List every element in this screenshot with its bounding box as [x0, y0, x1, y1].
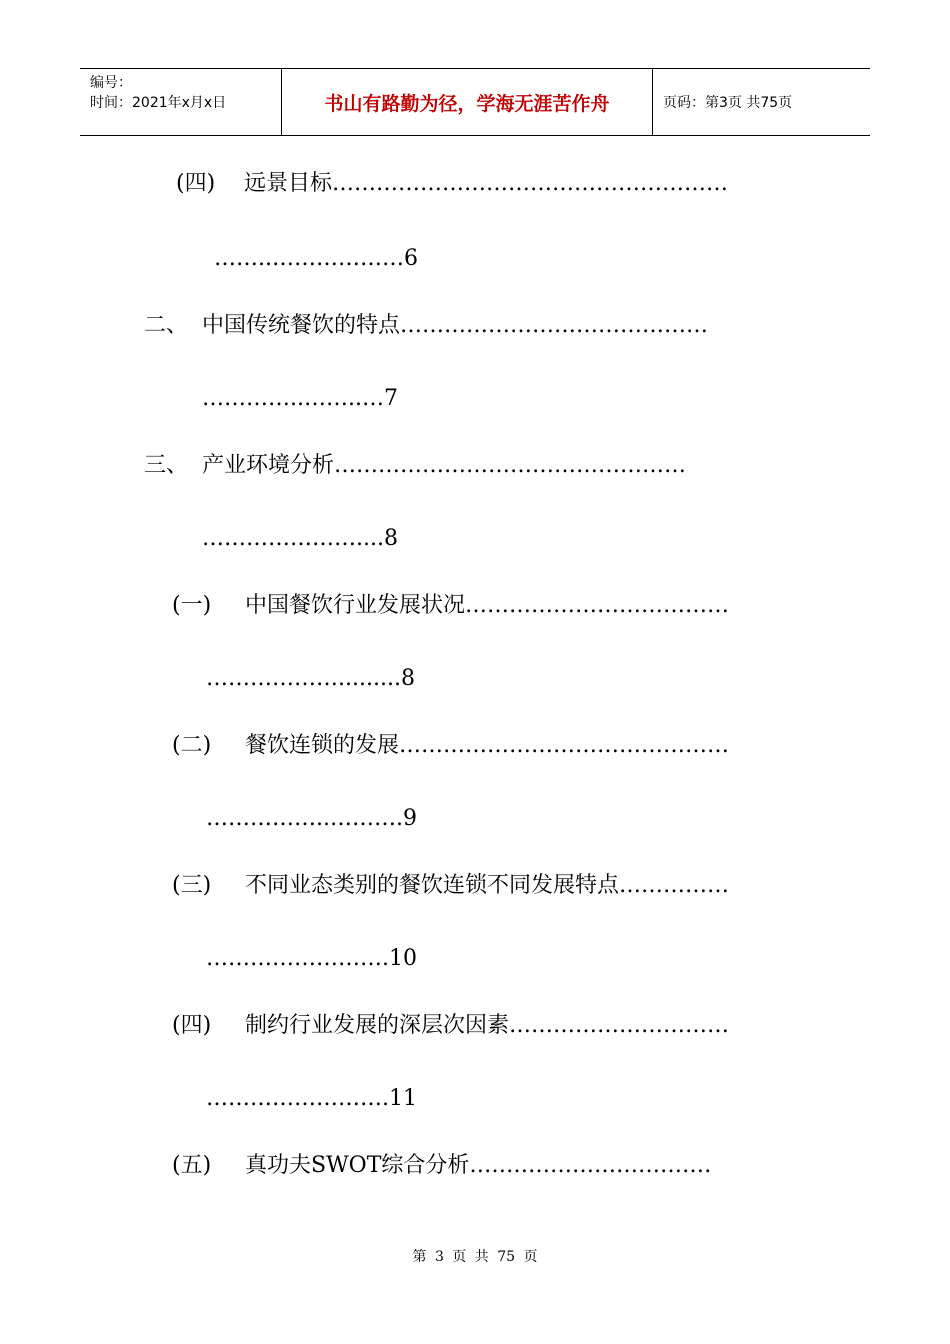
toc-entry-number: (二) [172, 733, 212, 758]
toc-entry-leader: …………… [619, 873, 730, 898]
toc-entry-number: 三、 [144, 453, 189, 478]
toc-entry-continuation: ……..………………6 [214, 246, 418, 271]
toc-entry-title: 真功夫SWOT综合分析 [245, 1153, 470, 1178]
toc-entry-leader: ……………………………………… [399, 733, 730, 758]
toc-entry[interactable] [172, 872, 729, 900]
header-meta [80, 69, 281, 135]
toc-entry-continuation: …………………....8 [202, 526, 398, 551]
toc-entry-title: 不同业态类别的餐饮连锁不同发展特点 [245, 873, 620, 898]
toc-entry-leader: ………………………………………… [334, 453, 687, 478]
toc-entry-continuation: …………………….10 [206, 946, 417, 971]
toc-entry[interactable] [172, 1152, 711, 1180]
toc-entry-number: 二、 [144, 313, 189, 338]
toc-entry[interactable] [144, 452, 686, 480]
toc-entry-title: 产业环境分析 [202, 453, 335, 478]
toc-entry-leader: ………………………… [509, 1013, 730, 1038]
code-label: 编号： [90, 75, 132, 91]
toc-entry[interactable] [172, 732, 729, 760]
toc-entry-title: 中国传统餐饮的特点 [202, 313, 401, 338]
toc-entry-leader: ……………………………………………… [332, 171, 729, 196]
toc-entry[interactable] [144, 312, 708, 340]
toc-entry-number: (三) [172, 873, 212, 898]
toc-entry[interactable] [176, 170, 728, 198]
toc-entry-title: 中国餐饮行业发展状况 [245, 593, 466, 618]
toc-entry-continuation: …………………….11 [206, 1086, 417, 1111]
toc-entry-number: (一) [172, 593, 212, 618]
toc-entry-number: (四) [176, 171, 216, 196]
header-motto: 书山有路勤为径，学海无涯苦作舟 [281, 69, 653, 135]
page-header [80, 68, 870, 136]
toc-entry[interactable] [172, 1012, 729, 1040]
header-page-info: 页码：第3页 共75页 [663, 95, 793, 111]
toc-entry-leader: …………………………………… [400, 313, 709, 338]
page-footer: 第 3 页 共 75 页 [412, 1249, 538, 1265]
toc-entry-leader: ……………………………… [465, 593, 730, 618]
toc-entry[interactable] [172, 592, 729, 620]
toc-entry-title: 餐饮连锁的发展 [245, 733, 400, 758]
toc-entry-continuation: ……………..……….9 [206, 806, 417, 831]
toc-entry-title: 制约行业发展的深层次因素 [245, 1013, 510, 1038]
toc-entry-title: 远景目标 [244, 171, 333, 196]
toc-entry-number: (四) [172, 1013, 212, 1038]
time-label: 时间：2021年x月x日 [90, 95, 227, 111]
toc-entry-leader: …………………………… [469, 1153, 712, 1178]
toc-entry-continuation: ……………….........8 [206, 666, 415, 691]
toc-entry-number: (五) [172, 1153, 212, 1178]
toc-entry-continuation: …………..……..…7 [202, 386, 398, 411]
